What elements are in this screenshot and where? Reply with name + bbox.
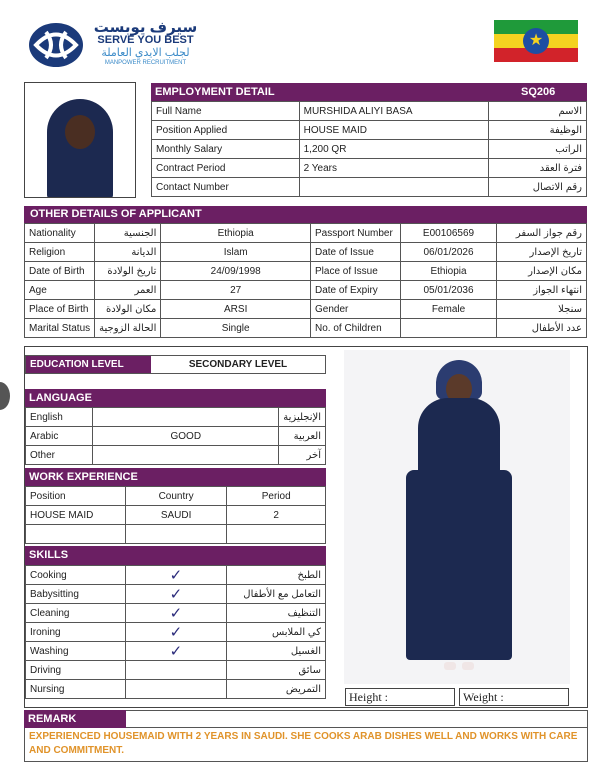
detail-label: Date of Birth (25, 262, 95, 281)
language-section (25, 389, 326, 465)
applicant-code: SQ206 (521, 86, 556, 98)
passport-detail-value: E00106569 (400, 224, 497, 243)
detail-label: Place of Birth (25, 300, 95, 319)
language-name: Arabic (26, 427, 93, 446)
language-name: English (26, 408, 93, 427)
detail-label: Religion (25, 243, 95, 262)
work-experience-cell: SAUDI (125, 506, 227, 525)
detail-arabic-label: الديانة (95, 243, 161, 262)
passport-detail-arabic-label: مكان الإصدار (497, 262, 587, 281)
other-details-row (25, 300, 587, 319)
detail-arabic-label: تاريخ الولادة (95, 262, 161, 281)
passport-detail-label: Place of Issue (310, 262, 400, 281)
applicant-full-body-photo (344, 350, 570, 684)
detail-value: Islam (161, 243, 311, 262)
detail-value: 27 (161, 281, 311, 300)
employment-field-arabic-label: رقم الاتصال (489, 178, 587, 197)
skill-unchecked-cell (125, 680, 226, 699)
work-experience-row (26, 506, 326, 525)
skill-name: Babysitting (26, 585, 126, 604)
work-experience-cell: HOUSE MAID (26, 506, 126, 525)
skill-name: Ironing (26, 623, 126, 642)
passport-detail-value: Female (400, 300, 497, 319)
detail-label: Age (25, 281, 95, 300)
employment-row (152, 140, 587, 159)
work-experience-cell (125, 525, 227, 544)
company-english-subtitle: MANPOWER RECRUITMENT (104, 60, 187, 66)
weight-field (459, 688, 569, 706)
other-details-row (25, 281, 587, 300)
measurements-row (345, 688, 569, 706)
applicant-headshot-photo (24, 82, 136, 198)
work-experience-cell (227, 525, 326, 544)
company-logo (28, 18, 203, 70)
detail-value: 24/09/1998 (161, 262, 311, 281)
language-level (93, 446, 279, 465)
employment-field-label: Position Applied (152, 121, 300, 140)
remark-section (24, 710, 588, 762)
scroll-indicator (0, 382, 10, 410)
passport-detail-value: 05/01/2036 (400, 281, 497, 300)
employment-field-arabic-label: الوظيفة (489, 121, 587, 140)
skill-row (26, 566, 326, 585)
skill-checked-icon: ✓ (125, 642, 226, 661)
company-english-name: SERVE YOU BEST (97, 34, 194, 46)
skill-arabic-name: كي الملابس (227, 623, 326, 642)
education-label: EDUCATION LEVEL (26, 356, 151, 373)
skill-arabic-name: الغسيل (227, 642, 326, 661)
work-experience-header-row (26, 487, 326, 506)
employment-field-value: HOUSE MAID (299, 121, 489, 140)
skill-unchecked-cell (125, 661, 226, 680)
detail-arabic-label: مكان الولادة (95, 300, 161, 319)
skill-arabic-name: التنظيف (227, 604, 326, 623)
education-section (25, 355, 326, 374)
language-header: LANGUAGE (25, 389, 326, 407)
employment-detail-title: EMPLOYMENT DETAIL (155, 86, 275, 98)
detail-arabic-label: العمر (95, 281, 161, 300)
employment-field-label: Contact Number (152, 178, 300, 197)
work-experience-cell: 2 (227, 506, 326, 525)
work-experience-section (25, 468, 326, 544)
language-level: GOOD (93, 427, 279, 446)
employment-field-value: 2 Years (299, 159, 489, 178)
skill-arabic-name: سائق (227, 661, 326, 680)
detail-value: ARSI (161, 300, 311, 319)
height-field (345, 688, 455, 706)
skill-row (26, 623, 326, 642)
passport-detail-arabic-label: سنجلا (497, 300, 587, 319)
education-value: SECONDARY LEVEL (188, 359, 288, 370)
company-arabic-name: سيرف يوبست (93, 19, 198, 36)
skill-arabic-name: الطبخ (227, 566, 326, 585)
employment-field-arabic-label: فترة العقد (489, 159, 587, 178)
logo-emblem-icon (28, 22, 84, 68)
employment-row (152, 121, 587, 140)
work-column-header: Period (227, 487, 326, 506)
remark-text: EXPERIENCED HOUSEMAID WITH 2 YEARS IN SAUDI. SHE COOKS ARAB DISHES WELL AND WORKS WITH CARE AND COMMITMENT. (24, 728, 588, 762)
employment-field-value (299, 178, 489, 197)
employment-detail-header (151, 83, 587, 101)
employment-row (152, 178, 587, 197)
language-arabic-name: العربية (279, 427, 326, 446)
employment-row (152, 102, 587, 121)
detail-value: Single (161, 319, 311, 338)
detail-value: Ethiopia (161, 224, 311, 243)
flag-emblem-icon: ★ (523, 28, 549, 54)
language-row (26, 408, 326, 427)
skill-row (26, 661, 326, 680)
work-experience-cell (26, 525, 126, 544)
language-arabic-name: الإنجليزية (279, 408, 326, 427)
passport-detail-arabic-label: رقم جواز السفر (497, 224, 587, 243)
employment-field-value: MURSHIDA ALIYI BASA (299, 102, 489, 121)
passport-detail-value: 06/01/2026 (400, 243, 497, 262)
language-row (26, 427, 326, 446)
height-label: Height : (349, 690, 388, 704)
employment-field-label: Full Name (152, 102, 300, 121)
skill-row (26, 680, 326, 699)
passport-detail-label: Date of Issue (310, 243, 400, 262)
passport-detail-arabic-label: تاريخ الإصدار (497, 243, 587, 262)
detail-label: Nationality (25, 224, 95, 243)
other-details-header: OTHER DETAILS OF APPLICANT (24, 206, 587, 223)
skill-name: Driving (26, 661, 126, 680)
skill-arabic-name: التمريض (227, 680, 326, 699)
skill-name: Cleaning (26, 604, 126, 623)
weight-label: Weight : (463, 690, 504, 704)
remark-header: REMARK (24, 710, 126, 728)
other-details-row (25, 224, 587, 243)
skill-name: Cooking (26, 566, 126, 585)
skill-arabic-name: التعامل مع الأطفال (227, 585, 326, 604)
passport-detail-value (400, 319, 497, 338)
other-details-row (25, 262, 587, 281)
passport-detail-arabic-label: انتهاء الجواز (497, 281, 587, 300)
other-details-section (24, 206, 587, 338)
skill-checked-icon: ✓ (125, 585, 226, 604)
employment-detail-section (151, 83, 587, 197)
passport-detail-label: Date of Expiry (310, 281, 400, 300)
passport-detail-label: Passport Number (310, 224, 400, 243)
employment-row (152, 159, 587, 178)
language-arabic-name: آخر (279, 446, 326, 465)
skill-row (26, 642, 326, 661)
passport-detail-arabic-label: عدد الأطفال (497, 319, 587, 338)
work-column-header: Country (125, 487, 227, 506)
detail-arabic-label: الحالة الزوجية (95, 319, 161, 338)
employment-field-label: Monthly Salary (152, 140, 300, 159)
language-row (26, 446, 326, 465)
language-name: Other (26, 446, 93, 465)
employment-field-value: 1,200 QR (299, 140, 489, 159)
skill-checked-icon: ✓ (125, 604, 226, 623)
skill-checked-icon: ✓ (125, 566, 226, 585)
detail-arabic-label: الجنسية (95, 224, 161, 243)
passport-detail-label: No. of Children (310, 319, 400, 338)
skill-row (26, 604, 326, 623)
other-details-row (25, 319, 587, 338)
employment-field-arabic-label: الراتب (489, 140, 587, 159)
passport-detail-value: Ethiopia (400, 262, 497, 281)
work-experience-header: WORK EXPERIENCE (25, 468, 326, 486)
company-arabic-subtitle: لجلب الايدي العاملة (101, 47, 190, 59)
employment-field-label: Contract Period (152, 159, 300, 178)
work-column-header: Position (26, 487, 126, 506)
ethiopia-flag (494, 20, 578, 62)
skills-section (25, 546, 326, 699)
skill-name: Washing (26, 642, 126, 661)
skill-checked-icon: ✓ (125, 623, 226, 642)
employment-field-arabic-label: الاسم (489, 102, 587, 121)
other-details-row (25, 243, 587, 262)
language-level (93, 408, 279, 427)
work-experience-row (26, 525, 326, 544)
skills-header: SKILLS (25, 546, 326, 565)
skill-row (26, 585, 326, 604)
detail-label: Marital Status (25, 319, 95, 338)
passport-detail-label: Gender (310, 300, 400, 319)
skill-name: Nursing (26, 680, 126, 699)
